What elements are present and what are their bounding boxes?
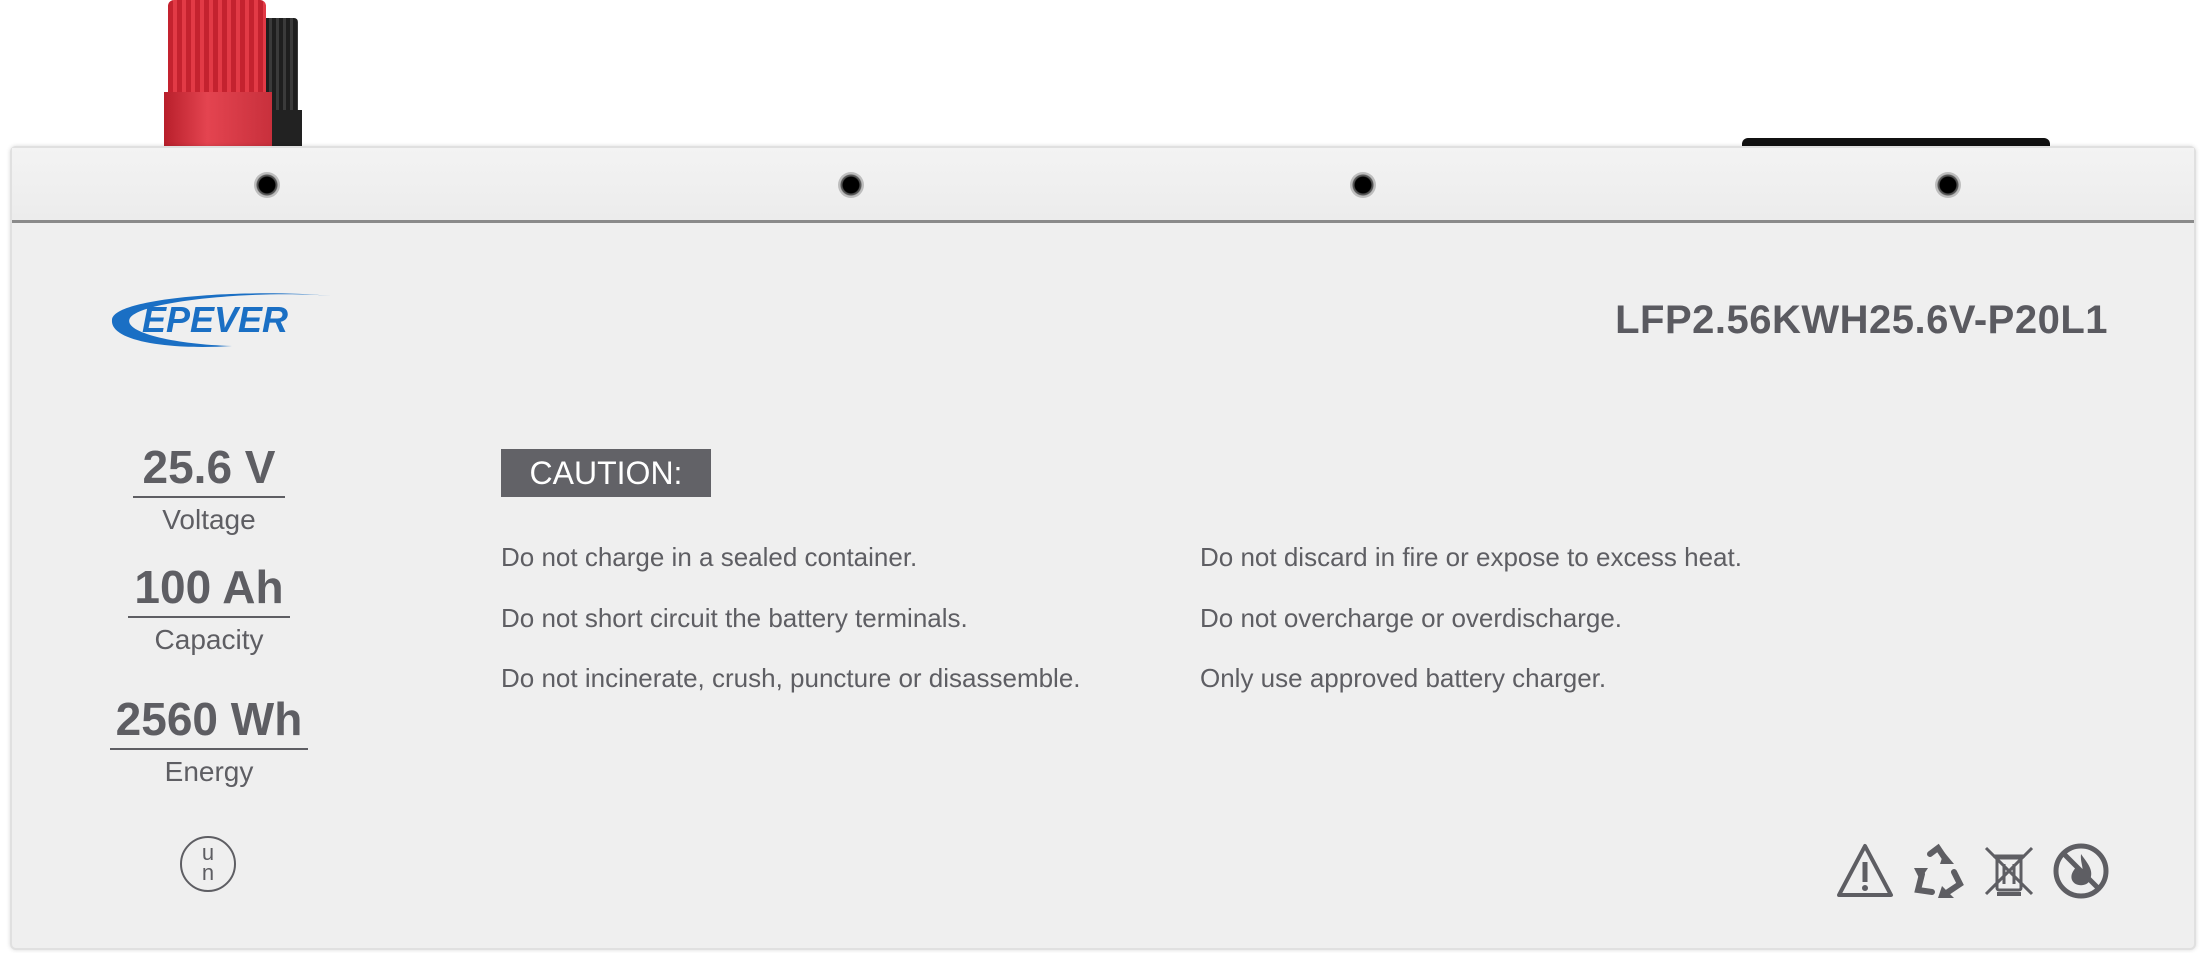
battery-case (10, 146, 2196, 950)
no-trash-bin-icon (1980, 842, 2038, 900)
spec-capacity-value: 100 Ah (128, 560, 289, 618)
brand-name: EPEVER (142, 299, 289, 340)
model-number: LFP2.56KWH25.6V-P20L1 (1615, 298, 2108, 342)
screw-icon (254, 172, 280, 198)
caution-item: Only use approved battery charger. (1200, 663, 1607, 693)
positive-terminal-base (164, 92, 272, 150)
spec-energy-value: 2560 Wh (110, 692, 309, 750)
caution-item: Do not discard in fire or expose to excess heat. (1200, 542, 1742, 572)
spec-voltage-value: 25.6 V (133, 440, 285, 498)
caution-heading: CAUTION: (501, 449, 711, 497)
caution-item: Do not incinerate, crush, puncture or disassemble. (501, 663, 1081, 693)
caution-item: Do not short circuit the battery terminals. (501, 603, 968, 633)
spec-voltage (109, 440, 309, 536)
caution-item: Do not charge in a sealed container. (501, 542, 918, 572)
un-mark-bottom: n (201, 860, 215, 885)
battery-lid (12, 148, 2194, 223)
spec-energy-label: Energy (164, 756, 254, 787)
warning-triangle-icon (1836, 842, 1894, 900)
screw-icon (1350, 172, 1376, 198)
screw-icon (838, 172, 864, 198)
screw-icon (1935, 172, 1961, 198)
un-mark-top: u (201, 840, 215, 865)
caution-item: Do not overcharge or overdischarge. (1200, 603, 1623, 633)
epever-logo (92, 288, 342, 352)
positive-terminal-cap (168, 0, 266, 100)
spec-capacity (109, 560, 309, 656)
un-certification-icon (180, 836, 236, 892)
spec-energy (109, 692, 309, 788)
recycle-icon (1908, 842, 1966, 900)
spec-capacity-label: Capacity (154, 624, 264, 655)
spec-voltage-label: Voltage (162, 504, 256, 535)
no-fire-icon (2052, 842, 2110, 900)
